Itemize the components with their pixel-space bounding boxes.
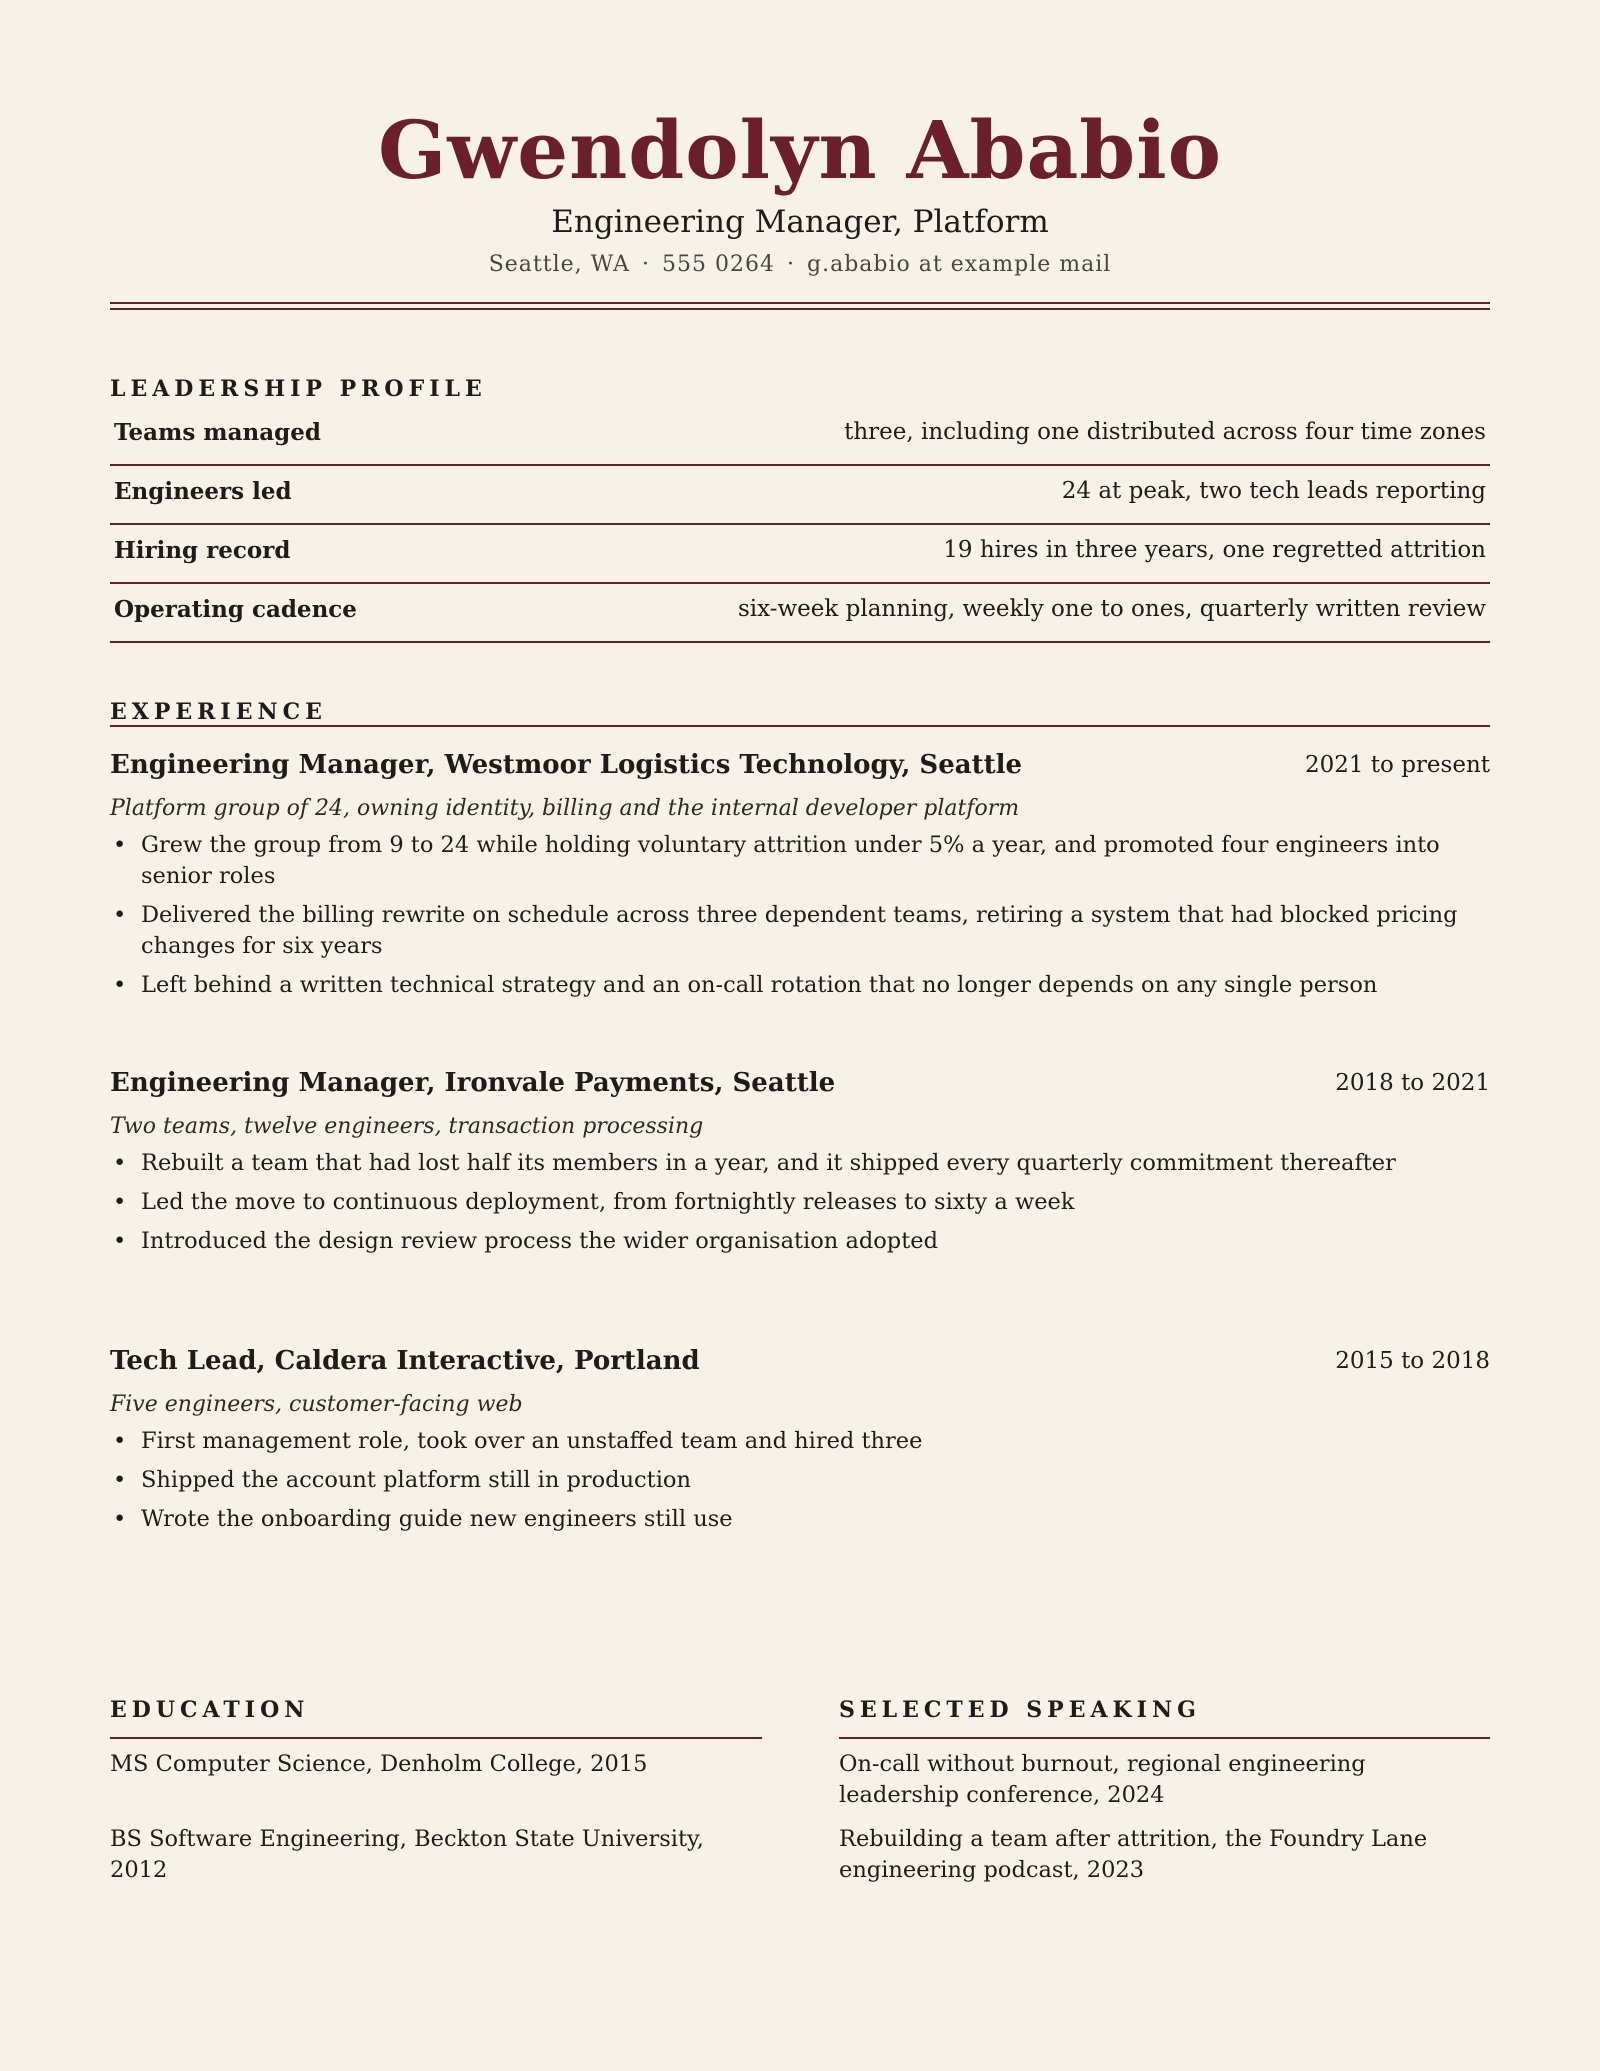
- profile-value: 24 at peak, two tech leads reporting: [1061, 478, 1486, 504]
- job-bullet-text: Wrote the onboarding guide new engineers still use: [141, 1506, 733, 1532]
- job-bullet-text: First management role, took over an unstaffed team and hired three: [141, 1428, 923, 1454]
- job-title: Engineering Manager, Ironvale Payments, Seattle: [110, 1068, 836, 1098]
- job-bullet-text: Grew the group from 9 to 24 while holding voluntary attrition under 5% a year, and promoted four engineers into senior roles: [141, 832, 1440, 889]
- job-entry: [110, 1068, 1490, 1265]
- bullet-marker: •: [113, 1506, 127, 1532]
- speaking-item: Rebuilding a team after attrition, the Foundry Lane engineering podcast, 2023: [839, 1826, 1428, 1883]
- job-subtitle: Five engineers, customer-facing web: [110, 1392, 523, 1417]
- job-bullet-text: Led the move to continuous deployment, from fortnightly releases to sixty a week: [141, 1189, 1075, 1215]
- job-subtitle: Platform group of 24, owning identity, billing and the internal developer platform: [110, 796, 1020, 821]
- contact-phone: 555 0264: [662, 252, 776, 277]
- profile-row: [110, 405, 1490, 466]
- profile-key: Hiring record: [114, 537, 291, 564]
- job-header: [110, 750, 1490, 786]
- header-divider: [110, 302, 1490, 310]
- job-bullet: [110, 1187, 1490, 1218]
- job-dates: 2021 to present: [1304, 752, 1490, 778]
- speaking-item: On-call without burnout, regional engineering leadership conference, 2024: [839, 1751, 1366, 1808]
- bullet-marker: •: [113, 1150, 127, 1176]
- job-bullet-text: Rebuilt a team that had lost half its members in a year, and it shipped every quarterly commitment thereafter: [141, 1150, 1396, 1176]
- speaking-divider: [839, 1737, 1490, 1739]
- job-title: Engineering Manager, Westmoor Logistics Technology, Seattle: [110, 750, 1023, 780]
- bullet-marker: •: [113, 1428, 127, 1454]
- contact-separator: ·: [642, 252, 651, 277]
- job-bullet: [110, 830, 1490, 892]
- profile-value: three, including one distributed across four time zones: [844, 419, 1486, 445]
- job-title: Tech Lead, Caldera Interactive, Portland: [110, 1346, 700, 1376]
- job-header: [110, 1068, 1490, 1104]
- job-subtitle: Two teams, twelve engineers, transaction processing: [110, 1114, 704, 1139]
- job-dates: 2015 to 2018: [1335, 1348, 1490, 1374]
- bullet-marker: •: [113, 832, 127, 858]
- profile-row: [110, 464, 1490, 525]
- bullet-marker: •: [113, 1189, 127, 1215]
- job-bullet: [110, 1426, 1490, 1457]
- profile-value: 19 hires in three years, one regretted attrition: [943, 537, 1486, 563]
- job-bullets: [110, 830, 1490, 1001]
- bullet-marker: •: [113, 1228, 127, 1254]
- speaking-section-title: SELECTED SPEAKING: [839, 1697, 1201, 1723]
- candidate-name: Gwendolyn Ababio: [378, 103, 1222, 197]
- job-dates: 2018 to 2021: [1335, 1070, 1490, 1096]
- job-bullets: [110, 1148, 1490, 1257]
- profile-key: Teams managed: [114, 419, 321, 446]
- bullet-marker: •: [113, 972, 127, 998]
- job-header: [110, 1346, 1490, 1382]
- experience-section-title: EXPERIENCE: [110, 699, 327, 725]
- candidate-title: Engineering Manager, Platform: [551, 204, 1049, 240]
- bullet-marker: •: [113, 1467, 127, 1493]
- education-divider: [110, 1737, 762, 1739]
- job-bullet-text: Shipped the account platform still in production: [141, 1467, 691, 1493]
- education-item: BS Software Engineering, Beckton State University, 2012: [110, 1826, 704, 1883]
- profile-key: Operating cadence: [114, 596, 357, 623]
- profile-key: Engineers led: [114, 478, 292, 505]
- profile-row: [110, 523, 1490, 584]
- job-bullet-text: Left behind a written technical strategy and an on-call rotation that no longer depends on any single person: [141, 972, 1378, 998]
- job-bullet: [110, 1148, 1490, 1179]
- contact-separator: ·: [787, 252, 796, 277]
- profile-value: six-week planning, weekly one to ones, quarterly written review: [737, 596, 1486, 622]
- job-bullet: [110, 1226, 1490, 1257]
- job-bullet: [110, 900, 1490, 962]
- bullet-marker: •: [113, 902, 127, 928]
- resume-header: [110, 100, 1490, 280]
- job-entry: [110, 1346, 1490, 1543]
- job-bullet: [110, 1465, 1490, 1496]
- job-bullet-text: Delivered the billing rewrite on schedule across three dependent teams, retiring a system that had blocked pricing changes for six years: [141, 902, 1458, 959]
- job-bullets: [110, 1426, 1490, 1535]
- job-bullet-text: Introduced the design review process the wider organisation adopted: [141, 1228, 938, 1254]
- education-section-title: EDUCATION: [110, 1697, 310, 1723]
- contact-email: g.ababio at example mail: [807, 252, 1112, 277]
- job-entry: [110, 750, 1490, 1009]
- contact-location: Seattle, WA: [488, 252, 631, 277]
- profile-section-title: LEADERSHIP PROFILE: [110, 376, 487, 402]
- contact-line: [110, 250, 1490, 280]
- job-bullet: [110, 970, 1490, 1001]
- profile-row: [110, 582, 1490, 643]
- job-bullet: [110, 1504, 1490, 1535]
- education-item: MS Computer Science, Denholm College, 2015: [110, 1751, 648, 1777]
- experience-divider: [110, 725, 1490, 727]
